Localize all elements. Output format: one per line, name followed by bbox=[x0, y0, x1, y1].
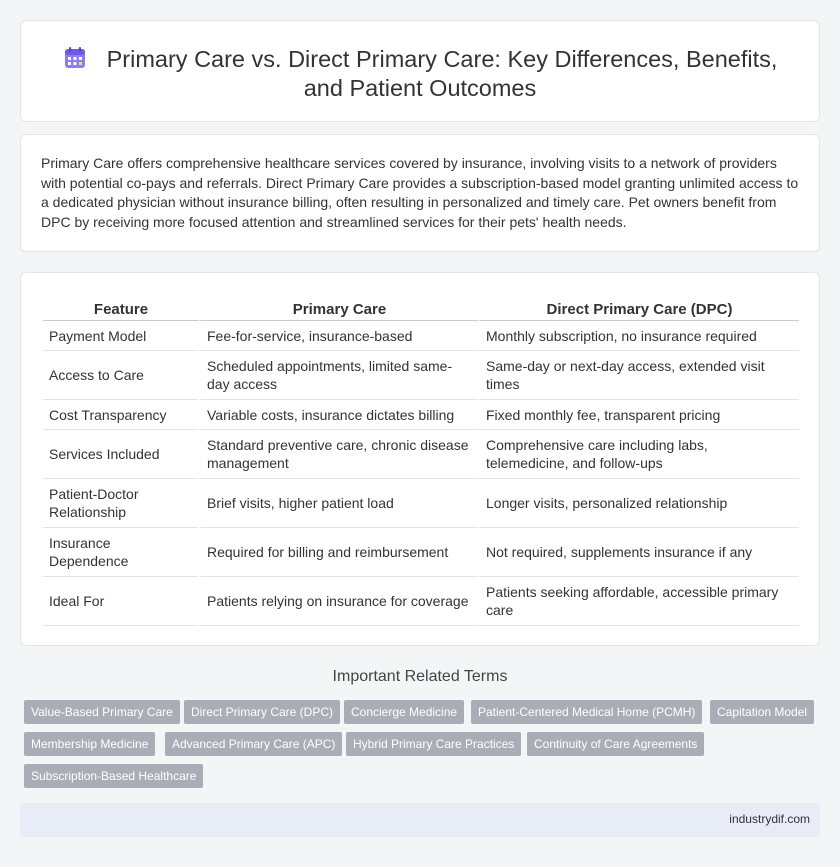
related-term-tag[interactable]: Hybrid Primary Care Practices bbox=[346, 732, 521, 756]
table-row bbox=[43, 400, 799, 430]
title-line-1: Primary Care vs. Direct Primary Care: Key Differences, Benefits, bbox=[106, 46, 778, 72]
table-row bbox=[43, 528, 799, 577]
primary-care-cell: Fee-for-service, insurance-based bbox=[199, 321, 478, 351]
header-feature: Feature bbox=[43, 297, 199, 321]
dpc-cell: Patients seeking affordable, accessible primary care bbox=[478, 577, 799, 626]
related-term-tag[interactable]: Continuity of Care Agreements bbox=[527, 732, 704, 756]
related-term-tag[interactable]: Subscription-Based Healthcare bbox=[24, 764, 203, 788]
table-row bbox=[43, 479, 799, 528]
title-line-2: and Patient Outcomes bbox=[303, 75, 537, 101]
feature-cell: Ideal For bbox=[43, 577, 199, 626]
calendar-icon bbox=[63, 46, 87, 70]
related-term-tag[interactable]: Value-Based Primary Care bbox=[24, 700, 180, 724]
table-header-row bbox=[43, 297, 799, 321]
related-term-tag[interactable]: Capitation Model bbox=[710, 700, 814, 724]
feature-cell: Access to Care bbox=[43, 351, 199, 400]
header-primary-care: Primary Care bbox=[199, 297, 478, 321]
dpc-cell: Comprehensive care including labs, telemedicine, and follow-ups bbox=[478, 430, 799, 479]
related-term-tag[interactable]: Membership Medicine bbox=[24, 732, 155, 756]
primary-care-cell: Brief visits, higher patient load bbox=[199, 479, 478, 528]
primary-care-cell: Required for billing and reimbursement bbox=[199, 528, 478, 577]
comparison-table bbox=[43, 297, 799, 626]
table-row bbox=[43, 351, 799, 400]
primary-care-cell: Patients relying on insurance for coverage bbox=[199, 577, 478, 626]
header-dpc: Direct Primary Care (DPC) bbox=[478, 297, 799, 321]
dpc-cell: Not required, supplements insurance if any bbox=[478, 528, 799, 577]
table-row bbox=[43, 577, 799, 626]
related-term-tag[interactable]: Advanced Primary Care (APC) bbox=[165, 732, 342, 756]
primary-care-cell: Scheduled appointments, limited same-day access bbox=[199, 351, 478, 400]
comparison-card bbox=[20, 272, 820, 646]
dpc-cell: Fixed monthly fee, transparent pricing bbox=[478, 400, 799, 430]
dpc-cell: Monthly subscription, no insurance required bbox=[478, 321, 799, 351]
footer-site[interactable]: industrydif.com bbox=[729, 812, 810, 826]
header-card bbox=[20, 20, 820, 122]
intro-card bbox=[20, 134, 820, 252]
feature-cell: Services Included bbox=[43, 430, 199, 479]
feature-cell: Insurance Dependence bbox=[43, 528, 199, 577]
intro-paragraph: Primary Care offers comprehensive healthcare services covered by insurance, involving visits to a network of providers with potential co-pays and referrals. Direct Primary Care provides a subscription-based model granting unlimited access to a dedicated physician without insurance billing, often resulting in personalized and timely care. Pet owners benefit from DPC by receiving more focused attention and streamlined services for their pets' health needs. bbox=[41, 155, 799, 230]
related-term-tag[interactable]: Concierge Medicine bbox=[344, 700, 464, 724]
feature-cell: Patient-Doctor Relationship bbox=[43, 479, 199, 528]
feature-cell: Payment Model bbox=[43, 321, 199, 351]
footer bbox=[20, 803, 820, 837]
primary-care-cell: Standard preventive care, chronic disease management bbox=[199, 430, 478, 479]
dpc-cell: Longer visits, personalized relationship bbox=[478, 479, 799, 528]
page-title bbox=[21, 45, 819, 103]
feature-cell: Cost Transparency bbox=[43, 400, 199, 430]
table-row bbox=[43, 321, 799, 351]
table-row bbox=[43, 430, 799, 479]
dpc-cell: Same-day or next-day access, extended visit times bbox=[478, 351, 799, 400]
primary-care-cell: Variable costs, insurance dictates billing bbox=[199, 400, 478, 430]
related-term-tag[interactable]: Patient-Centered Medical Home (PCMH) bbox=[471, 700, 702, 724]
related-term-tag[interactable]: Direct Primary Care (DPC) bbox=[184, 700, 340, 724]
related-terms-title: Important Related Terms bbox=[332, 668, 508, 685]
